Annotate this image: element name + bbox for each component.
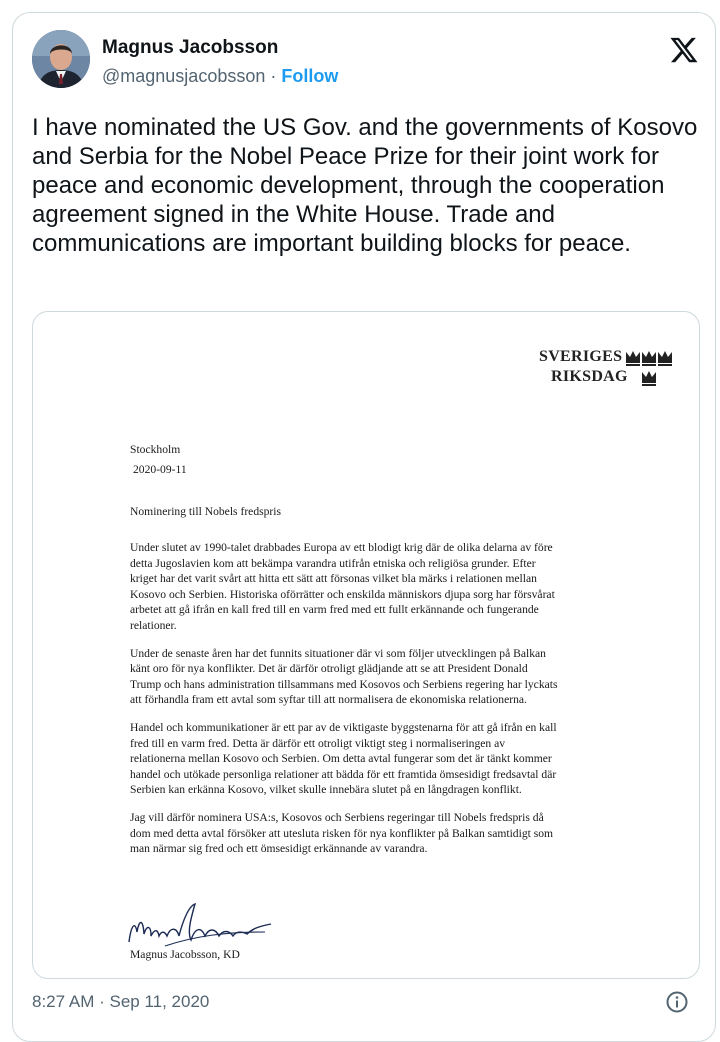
letter-body (130, 540, 560, 869)
letter-paragraph: Jag vill därför nominera USA:s, Kosovos och Serbiens regeringar till Nobels fredspris då dom med detta avtal försöker att utesluta risken för nya konflikter på Balkan samtidigt som man närmar sig fred och ett ömsesidigt erkännande av varandra. (130, 810, 554, 856)
letter-signer: Magnus Jacobsson, KD (130, 948, 240, 961)
tweet-text: I have nominated the US Gov. and the governments of Kosovo and Serbia for the Nobel Peace Prize for their joint work for peace and economic development, through the cooperation agreement signed in the White House. Trade and communications are important building blocks for peace. (32, 114, 698, 257)
tweet-card (12, 12, 716, 1042)
handwritten-signature (125, 902, 275, 952)
author-avatar[interactable] (32, 30, 90, 88)
three-crowns-icon (625, 349, 673, 387)
author-handle-row (102, 66, 338, 87)
avatar-portrait (32, 30, 90, 88)
letter-paragraph: Under de senaste åren har det funnits situationer där vi som följer utvecklingen på Balkan känt oro för nya konflikter. Det är därför otroligt glädjande att se att President Donald Trump och hans administration tillsammans med Kosovos och Serbiens regering har lyckats att förhandla fram ett avtal som syftar till att normalisera de ekonomiska relationerna. (130, 646, 558, 707)
letter-paragraph: Handel och kommunikationer är ett par av de viktigaste byggstenarna för att gå ifrån en kall fred till en varm fred. Detta är därför ett otroligt viktigt steg i normaliseringen av relationerna mellan Kosovo och Serbien. Om detta avtal fungerar som det är tänkt kommer handel och utökade personliga relationer att bädda för ett framtida ömsesidigt fredsavtal där Serbien kan erkänna Kosovo, vilket skulle innebära slutet på en långdragen konflikt. (130, 720, 557, 797)
riksdag-logo (539, 348, 675, 388)
logo-line-sveriges: SVERIGES (539, 348, 623, 365)
author-handle[interactable]: @magnusjacobsson (102, 66, 266, 86)
letter-image[interactable] (32, 311, 700, 979)
tweet-timestamp[interactable]: 8:27 AM · Sep 11, 2020 (32, 992, 210, 1011)
letter-date: 2020-09-11 (133, 463, 187, 476)
letter-city: Stockholm (130, 443, 181, 456)
info-icon[interactable] (665, 990, 689, 1014)
logo-line-riksdag: RIKSDAG (551, 368, 628, 385)
handle-separator: · (265, 66, 282, 86)
follow-button[interactable]: Follow (281, 66, 339, 86)
letter-paragraph: Under slutet av 1990-talet drabbades Europa av ett blodigt krig där de olika delarna av före detta Jugoslavien kom att bekämpa varandra utifrån etniska och religiösa grunder. Efter kriget har det varit svårt att hitta ett sätt att försonas vilket bla märks i relationen mellan Kosovo och Serbien. Historiska oförrätter och enskilda människors djupa sorg har försvårat arbetet att gå ifrån en kall fred till en varm fred med ett fullt erkännande och fungerande relationer. (130, 541, 555, 632)
author-name[interactable]: Magnus Jacobsson (102, 37, 279, 58)
x-logo-icon[interactable] (669, 35, 699, 65)
letter-subject: Nominering till Nobels fredspris (130, 505, 282, 518)
